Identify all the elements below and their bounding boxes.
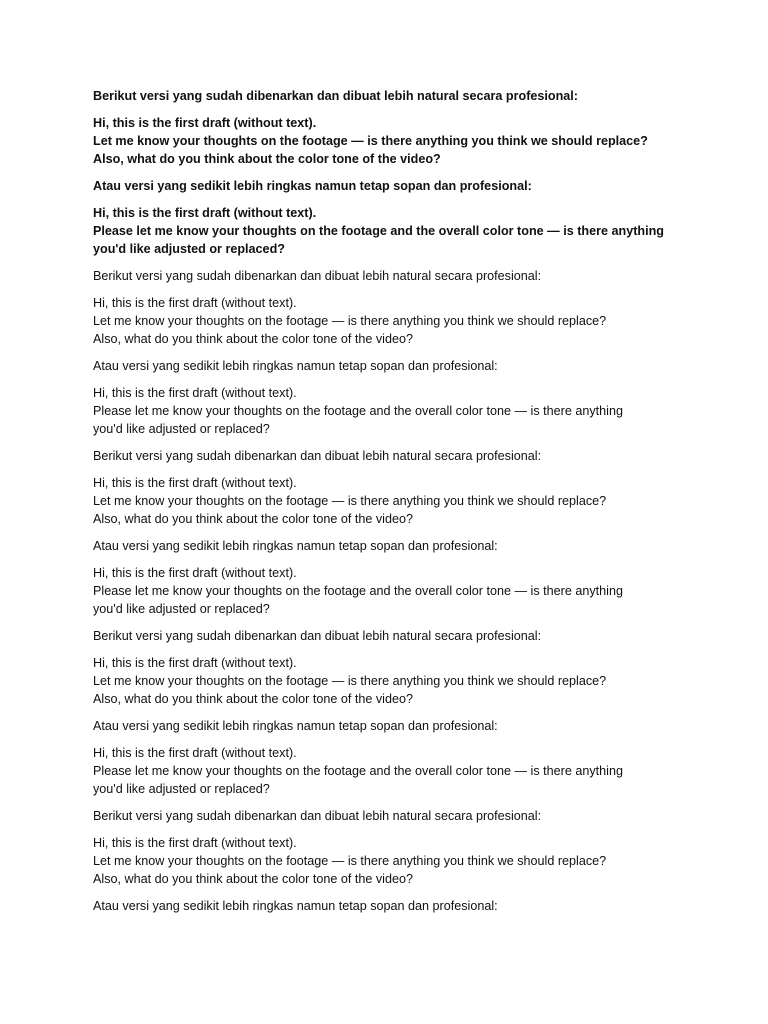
paragraph-line: Atau versi yang sedikit lebih ringkas namun tetap sopan dan profesional:	[93, 719, 498, 733]
paragraph-line: Hi, this is the first draft (without text).	[93, 116, 317, 130]
paragraph-line: Let me know your thoughts on the footage — is there anything you think we should replace?	[93, 314, 607, 328]
paragraph-line: you'd like adjusted or replaced?	[93, 242, 285, 256]
paragraph-line: Atau versi yang sedikit lebih ringkas namun tetap sopan dan profesional:	[93, 179, 532, 193]
paragraph-line: Hi, this is the first draft (without text).	[93, 566, 297, 580]
paragraph-line: Also, what do you think about the color tone of the video?	[93, 692, 413, 706]
paragraph-line: Hi, this is the first draft (without text).	[93, 296, 297, 310]
document-paragraph	[93, 744, 693, 798]
document-body	[93, 87, 693, 915]
document-paragraph	[93, 87, 693, 105]
paragraph-line: Atau versi yang sedikit lebih ringkas namun tetap sopan dan profesional:	[93, 539, 498, 553]
document-paragraph	[93, 564, 693, 618]
document-paragraph	[93, 834, 693, 888]
document-paragraph	[93, 294, 693, 348]
paragraph-line: Hi, this is the first draft (without text).	[93, 206, 317, 220]
document-paragraph	[93, 384, 693, 438]
document-paragraph	[93, 204, 693, 258]
paragraph-line: Hi, this is the first draft (without text).	[93, 386, 297, 400]
paragraph-line: Hi, this is the first draft (without text).	[93, 746, 297, 760]
document-paragraph	[93, 537, 693, 555]
document-paragraph	[93, 717, 693, 735]
document-paragraph	[93, 474, 693, 528]
paragraph-line: Let me know your thoughts on the footage — is there anything you think we should replace?	[93, 134, 648, 148]
paragraph-line: Berikut versi yang sudah dibenarkan dan dibuat lebih natural secara profesional:	[93, 809, 542, 823]
paragraph-line: Atau versi yang sedikit lebih ringkas namun tetap sopan dan profesional:	[93, 899, 498, 913]
paragraph-line: you'd like adjusted or replaced?	[93, 602, 270, 616]
paragraph-line: Please let me know your thoughts on the footage and the overall color tone — is there anything	[93, 764, 623, 778]
document-page	[93, 87, 693, 924]
document-paragraph	[93, 357, 693, 375]
document-paragraph	[93, 267, 693, 285]
document-paragraph	[93, 447, 693, 465]
paragraph-line: Let me know your thoughts on the footage — is there anything you think we should replace?	[93, 494, 607, 508]
paragraph-line: Berikut versi yang sudah dibenarkan dan dibuat lebih natural secara profesional:	[93, 269, 542, 283]
document-paragraph	[93, 627, 693, 645]
paragraph-line: Berikut versi yang sudah dibenarkan dan dibuat lebih natural secara profesional:	[93, 89, 578, 103]
paragraph-line: Berikut versi yang sudah dibenarkan dan dibuat lebih natural secara profesional:	[93, 629, 542, 643]
paragraph-line: Also, what do you think about the color tone of the video?	[93, 872, 413, 886]
document-paragraph	[93, 177, 693, 195]
paragraph-line: Hi, this is the first draft (without text).	[93, 476, 297, 490]
paragraph-line: Hi, this is the first draft (without text).	[93, 656, 297, 670]
document-paragraph	[93, 114, 693, 168]
paragraph-line: Please let me know your thoughts on the footage and the overall color tone — is there anything	[93, 224, 664, 238]
document-paragraph	[93, 654, 693, 708]
paragraph-line: Berikut versi yang sudah dibenarkan dan dibuat lebih natural secara profesional:	[93, 449, 542, 463]
paragraph-line: you'd like adjusted or replaced?	[93, 422, 270, 436]
paragraph-line: Please let me know your thoughts on the footage and the overall color tone — is there anything	[93, 584, 623, 598]
document-paragraph	[93, 897, 693, 915]
paragraph-line: Let me know your thoughts on the footage — is there anything you think we should replace?	[93, 674, 607, 688]
document-paragraph	[93, 807, 693, 825]
paragraph-line: you'd like adjusted or replaced?	[93, 782, 270, 796]
paragraph-line: Please let me know your thoughts on the footage and the overall color tone — is there anything	[93, 404, 623, 418]
paragraph-line: Atau versi yang sedikit lebih ringkas namun tetap sopan dan profesional:	[93, 359, 498, 373]
paragraph-line: Also, what do you think about the color tone of the video?	[93, 152, 441, 166]
paragraph-line: Hi, this is the first draft (without text).	[93, 836, 297, 850]
paragraph-line: Let me know your thoughts on the footage — is there anything you think we should replace?	[93, 854, 607, 868]
paragraph-line: Also, what do you think about the color tone of the video?	[93, 332, 413, 346]
paragraph-line: Also, what do you think about the color tone of the video?	[93, 512, 413, 526]
